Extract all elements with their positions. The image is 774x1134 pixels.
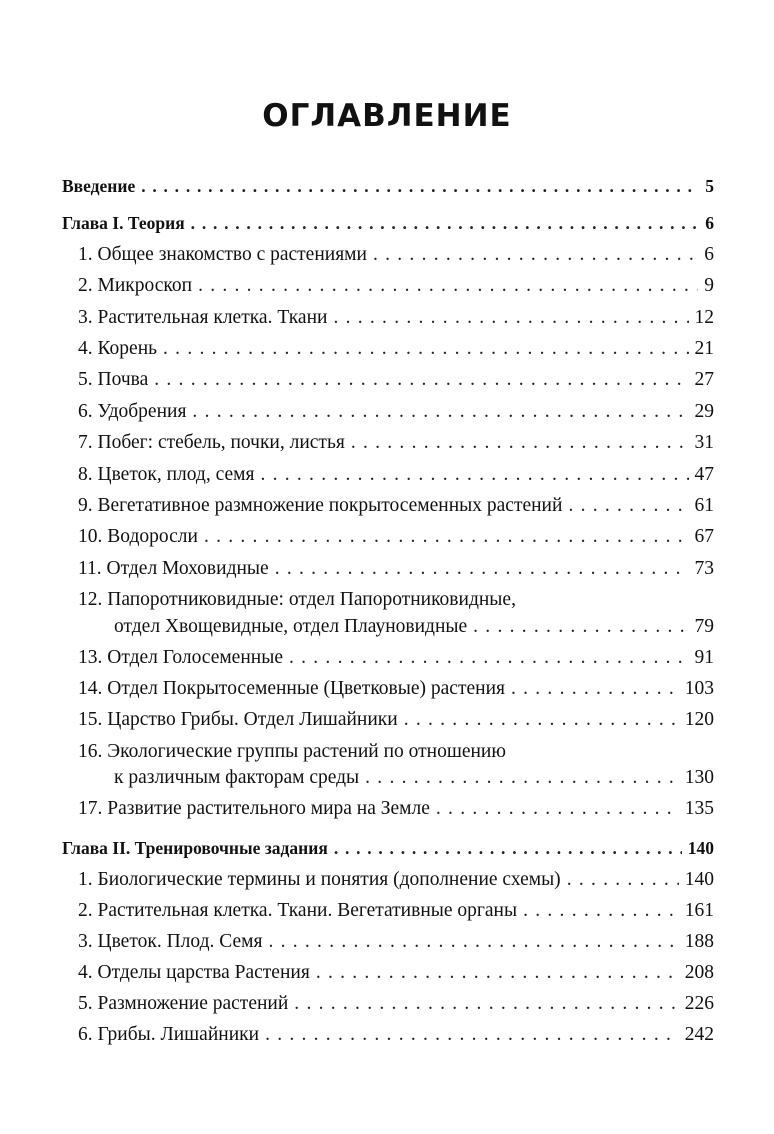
toc-item-label: 5. Почва: [78, 369, 149, 390]
toc-item-page: 120: [684, 709, 714, 730]
dot-leader: [436, 795, 679, 823]
dot-leader: [289, 644, 689, 672]
toc-item-page: 9: [704, 275, 714, 296]
dot-leader: [268, 928, 678, 956]
toc-item[interactable]: [78, 523, 714, 551]
toc-item-page: 130: [684, 767, 714, 788]
toc-item-label: отдел Хвощевидные, отдел Плауновидные: [114, 616, 468, 637]
toc-item[interactable]: [78, 675, 714, 703]
toc-item-page: 6: [704, 244, 714, 265]
toc-item[interactable]: [78, 304, 714, 332]
toc-item[interactable]: [78, 555, 714, 583]
dot-leader: [192, 398, 688, 426]
dot-leader: [365, 764, 679, 792]
toc-item-label: 5. Размножение растений: [78, 993, 289, 1014]
dot-leader: [511, 675, 679, 703]
toc-item-label: 4. Корень: [78, 338, 158, 359]
toc-item-page: 31: [694, 432, 714, 453]
toc-item-page: 12: [694, 307, 714, 328]
toc-item[interactable]: [78, 272, 714, 300]
toc-item-label: 1. Общее знакомство с растениями: [78, 244, 367, 265]
toc-item-label: 7. Побег: стебель, почки, листья: [78, 432, 345, 453]
toc-item-page: 67: [694, 526, 714, 547]
toc-item-label: 2. Микроскоп: [78, 275, 193, 296]
toc-item-page: 188: [684, 931, 714, 952]
toc-chapter-label: Глава I. Теория: [62, 213, 185, 233]
toc-item-label: 2. Растительная клетка. Ткани. Вегетативные органы: [78, 900, 518, 921]
toc-item-page: 61: [694, 495, 714, 516]
toc-item[interactable]: [78, 1021, 714, 1049]
toc-item-page: 242: [684, 1024, 714, 1045]
dot-leader: [567, 866, 679, 894]
dot-leader: [154, 366, 688, 394]
dot-leader: [316, 959, 679, 987]
toc-item[interactable]: [78, 366, 714, 394]
toc-item-page: 47: [694, 464, 714, 485]
toc-item[interactable]: [78, 492, 714, 520]
toc-item[interactable]: [78, 866, 714, 894]
dot-leader: [141, 172, 699, 200]
toc-item[interactable]: [78, 644, 714, 672]
toc-item[interactable]: [78, 990, 714, 1018]
dot-leader: [334, 834, 682, 862]
toc-item-label: 6. Удобрения: [78, 401, 187, 422]
toc-item[interactable]: [78, 928, 714, 956]
toc-item-label: 8. Цветок, плод, семя: [78, 464, 255, 485]
toc-chapter-page: 6: [705, 213, 714, 233]
toc-item-label: 3. Цветок. Плод. Семя: [78, 931, 263, 952]
toc-entry-intro[interactable]: [62, 172, 714, 200]
toc-item-page: 29: [694, 401, 714, 422]
toc-entry-page: 5: [705, 176, 714, 196]
dot-leader: [473, 613, 688, 641]
toc-item-label: 9. Вегетативное размножение покрытосеменных растений: [78, 495, 563, 516]
toc-item-label: 13. Отдел Голосеменные: [78, 647, 283, 668]
dot-leader: [294, 990, 678, 1018]
toc-item-page: 73: [694, 558, 714, 579]
toc-item-page: 21: [694, 338, 714, 359]
toc-entry-label: Введение: [62, 176, 136, 196]
toc-item-label: 15. Царство Грибы. Отдел Лишайники: [78, 709, 398, 730]
toc-item[interactable]: [78, 795, 714, 823]
dot-leader: [260, 461, 688, 489]
toc-item-page: 79: [694, 616, 714, 637]
toc-chapter-page: 140: [687, 838, 714, 858]
toc-item[interactable]: [78, 959, 714, 987]
toc-item-page: 226: [684, 993, 714, 1014]
toc-item-page: 103: [684, 678, 714, 699]
page-title: ОГЛАВЛЕНИЕ: [262, 98, 512, 134]
toc-item-label: 3. Растительная клетка. Ткани: [78, 307, 328, 328]
toc-item-label: 4. Отделы царства Растения: [78, 962, 310, 983]
toc-item[interactable]: [78, 241, 714, 269]
toc-item[interactable]: [78, 429, 714, 457]
toc-item-page: 161: [684, 900, 714, 921]
dot-leader: [404, 706, 679, 734]
dot-leader: [275, 555, 689, 583]
toc-item-label: 14. Отдел Покрытосеменные (Цветковые) растения: [78, 678, 505, 699]
dot-leader: [373, 241, 698, 269]
toc-item[interactable]: [78, 706, 714, 734]
toc-item-label: 11. Отдел Моховидные: [78, 558, 269, 579]
toc-item[interactable]: [78, 461, 714, 489]
toc-item[interactable]: [78, 897, 714, 925]
toc-chapter-2[interactable]: [62, 834, 714, 862]
dot-leader: [198, 272, 698, 300]
toc-item-first-line[interactable]: 16. Экологические группы растений по отношению: [78, 741, 506, 762]
toc-chapter-1[interactable]: [62, 209, 714, 237]
dot-leader: [163, 335, 688, 363]
toc-item-label: к различным факторам среды: [114, 767, 360, 788]
toc-item-label: 17. Развитие растительного мира на Земле: [78, 798, 430, 819]
dot-leader: [523, 897, 679, 925]
dot-leader: [351, 429, 689, 457]
toc-item-label: 1. Биологические термины и понятия (дополнение схемы): [78, 869, 561, 890]
dot-leader: [333, 304, 688, 332]
toc-item[interactable]: [78, 335, 714, 363]
dot-leader: [265, 1021, 679, 1049]
toc-item[interactable]: [78, 398, 714, 426]
toc-item-page: 135: [684, 798, 714, 819]
toc-item[interactable]: [114, 613, 714, 641]
toc-item-first-line[interactable]: 12. Папоротниковидные: отдел Папоротниковидные,: [78, 589, 516, 610]
toc-item-page: 140: [684, 869, 714, 890]
toc-item-page: 208: [684, 962, 714, 983]
dot-leader: [204, 523, 689, 551]
toc-item-label: 10. Водоросли: [78, 526, 198, 547]
dot-leader: [568, 492, 688, 520]
toc-item-page: 27: [694, 369, 714, 390]
toc-item-label: 6. Грибы. Лишайники: [78, 1024, 260, 1045]
toc-chapter-label: Глава II. Тренировочные задания: [62, 838, 328, 858]
toc-item[interactable]: [114, 764, 714, 792]
toc-item-page: 91: [694, 647, 714, 668]
dot-leader: [191, 209, 700, 237]
